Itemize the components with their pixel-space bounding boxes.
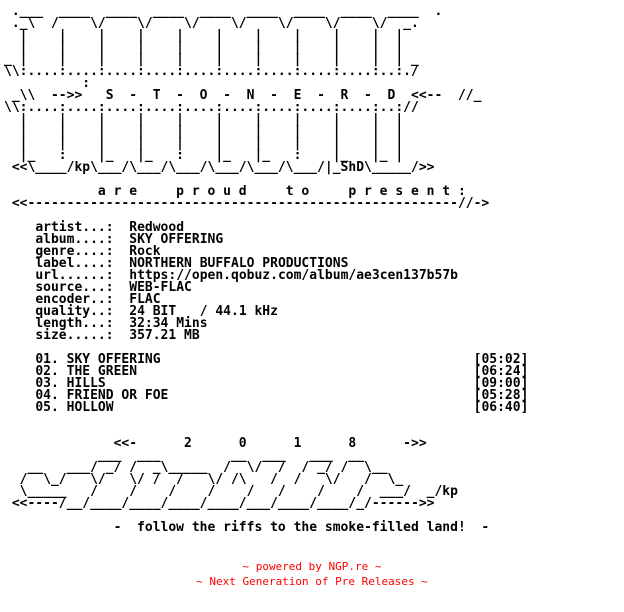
- track-number: 03.: [35, 376, 59, 391]
- ngp-tagline: ~ Next Generation of Pre Releases ~: [196, 575, 428, 588]
- track-duration: [05:28]: [473, 388, 529, 403]
- track-row: [4, 402, 528, 414]
- info-key: source...:: [35, 280, 114, 295]
- track-title: FRIEND OR FOE: [66, 388, 169, 403]
- info-key: size.....:: [35, 328, 114, 343]
- track-number: 05.: [35, 400, 59, 415]
- track-title: HOLLOW: [66, 400, 114, 415]
- track-duration: [06:24]: [473, 364, 529, 379]
- track-title: THE GREEN: [66, 364, 138, 379]
- info-key: length...:: [35, 316, 114, 331]
- info-value: Rock: [129, 244, 161, 259]
- track-number: 01.: [35, 352, 59, 367]
- info-value: 24 BIT / 44.1 kHz: [129, 304, 278, 319]
- nfo-document: [4, 6, 528, 534]
- info-value: https://open.qobuz.com/album/ae3cen137b57b: [129, 268, 458, 283]
- powered-by-line: ~ powered by NGP.re ~: [242, 560, 382, 573]
- year-line: <<- 2 0 1 8 ->>: [4, 436, 427, 451]
- info-key: url......:: [35, 268, 114, 283]
- info-value: Redwood: [129, 220, 185, 235]
- tagline: - follow the riffs to the smoke-filled land! -: [4, 520, 490, 535]
- track-number: 02.: [35, 364, 59, 379]
- track-duration: [05:02]: [473, 352, 529, 367]
- info-value: WEB-FLAC: [129, 280, 192, 295]
- info-value: SKY OFFERING: [129, 232, 224, 247]
- info-value: 357.21 MB: [129, 328, 200, 343]
- info-key: album....:: [35, 232, 114, 247]
- info-row: [4, 330, 528, 342]
- info-value: NORTHERN BUFFALO PRODUCTIONS: [129, 256, 349, 271]
- present-line: a r e p r o u d t o p r e s e n t :: [4, 184, 466, 199]
- info-value: 32:34 Mins: [129, 316, 208, 331]
- info-key: encoder..:: [35, 292, 114, 307]
- present-rule: <<-------------------------------------------------------//->: [4, 196, 490, 211]
- info-key: quality..:: [35, 304, 114, 319]
- info-key: genre....:: [35, 244, 114, 259]
- track-title: HILLS: [66, 376, 106, 391]
- info-key: artist...:: [35, 220, 114, 235]
- footer-ascii-logo: ___ ___ __ ___ ___ __ __ ___/ _/ / _\_____ / \/ / / _/ / \__ / \_/ \/ \/ / / \/ /\ / / \/ / \_ \_____ / / / / / / / / ___/ _/kp <<----/__/____/____/____/____/___/____/____/_/------>>: [11, 448, 458, 511]
- track-title: SKY OFFERING: [66, 352, 161, 367]
- track-list: [4, 354, 528, 414]
- info-value: FLAC: [129, 292, 161, 307]
- track-duration: [06:40]: [473, 400, 529, 415]
- info-key: label....:: [35, 256, 114, 271]
- header-ascii-logo: .___ ____ ____ ____ ____ ____ ____ ____ ____ . ._\ / \/ \/ \/ \/ \/ \/ \/ _. | | | | | | | | | | | | | | | | | | | | | | _ | | | | | | | | | | | _ \\:....:....:....:....:....:....:....:....:....:..:./ : _\\ -->> S - T - O - N - E - R - D <<-- //_ \\:....:....:....:....:....:....:....:....:....:..:// | | | | | | | | | | | | | | | | | | | | | | | | | | | | | | | | | |_ : |_ |_ : |_ |_ : |_ |_ | <<\____/kp\___/\___/\___/\___/\___/\___/|_ShD\_____/>>: [4, 4, 482, 175]
- release-info: [4, 222, 528, 342]
- track-number: 04.: [35, 388, 59, 403]
- track-duration: [09:00]: [473, 376, 529, 391]
